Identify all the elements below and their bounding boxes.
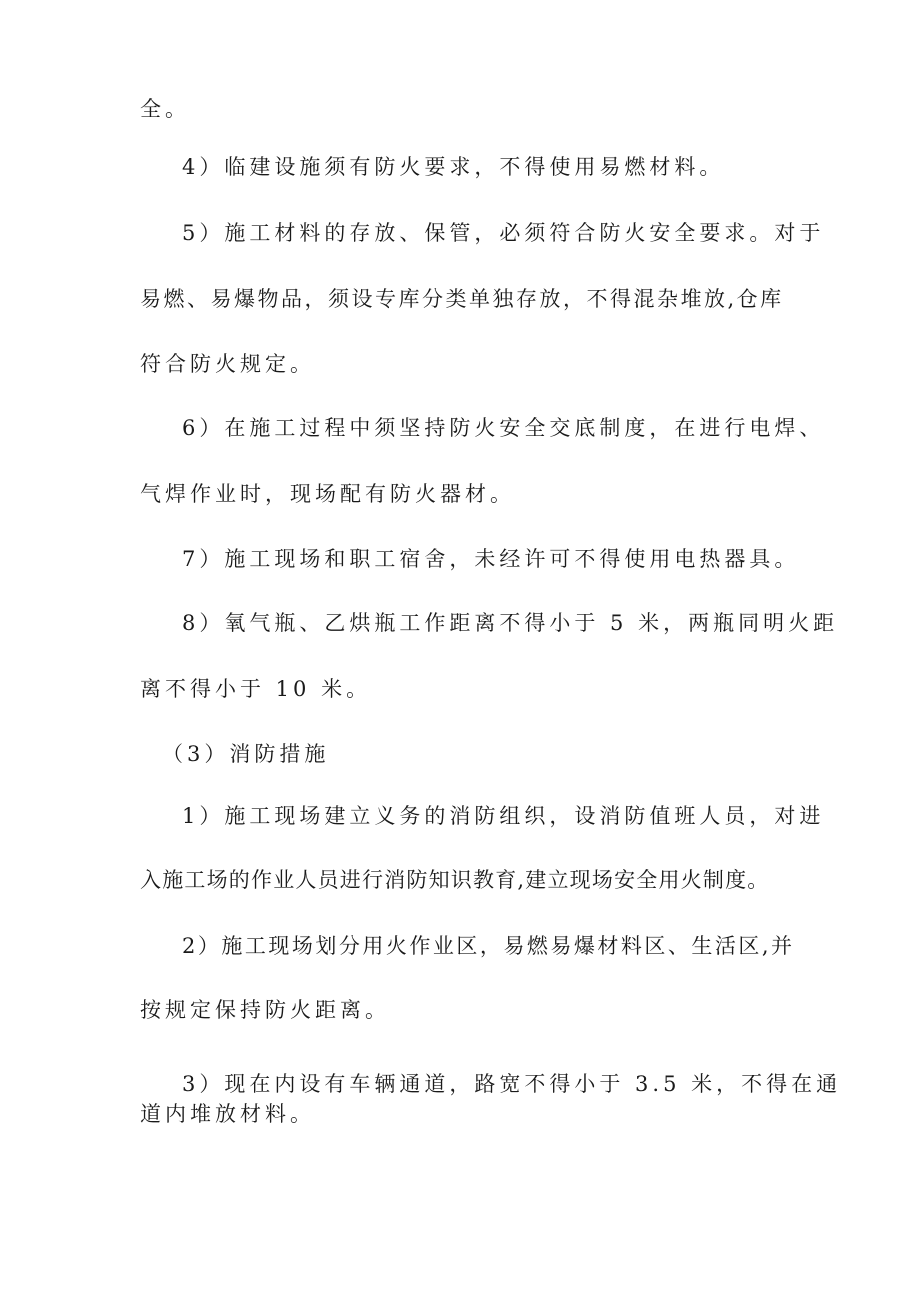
- text-line-9: 8）氧气瓶、乙烘瓶工作距离不得小于 5 米，两瓶同明火距: [182, 611, 839, 635]
- text-line-7: 气焊作业时，现场配有防火器材。: [140, 482, 515, 506]
- text-line-12: 1）施工现场建立义务的消防组织，设消防值班人员，对进: [182, 804, 825, 828]
- text-line-15: 按规定保持防火距离。: [140, 998, 390, 1022]
- text-line-10: 离不得小于 10 米。: [140, 677, 372, 701]
- text-line-4: 易燃、易爆物品，须设专库分类单独存放，不得混杂堆放,仓库: [140, 287, 784, 311]
- text-line-8: 7）施工现场和职工宿舍，未经许可不得使用电热器具。: [182, 547, 800, 571]
- text-line-14: 2）施工现场划分用火作业区，易燃易爆材料区、生活区,并: [182, 934, 795, 958]
- section-heading: （3）消防措施: [162, 742, 330, 766]
- text-line-2: 4）临建设施须有防火要求，不得使用易燃材料。: [182, 155, 725, 179]
- text-line-3: 5）施工材料的存放、保管，必须符合防火安全要求。对于: [182, 221, 825, 245]
- text-line-17: 道内堆放材料。: [140, 1102, 315, 1126]
- text-line-1: 全。: [140, 97, 190, 121]
- text-line-13: 入施工场的作业人员进行消防知识教育,建立现场安全用火制度。: [140, 868, 770, 892]
- text-line-16: 3）现在内设有车辆通道，路宽不得小于 3.5 米，不得在通: [182, 1072, 842, 1096]
- text-line-5: 符合防火规定。: [140, 352, 315, 376]
- text-line-6: 6）在施工过程中须坚持防火安全交底制度，在进行电焊、: [182, 416, 825, 440]
